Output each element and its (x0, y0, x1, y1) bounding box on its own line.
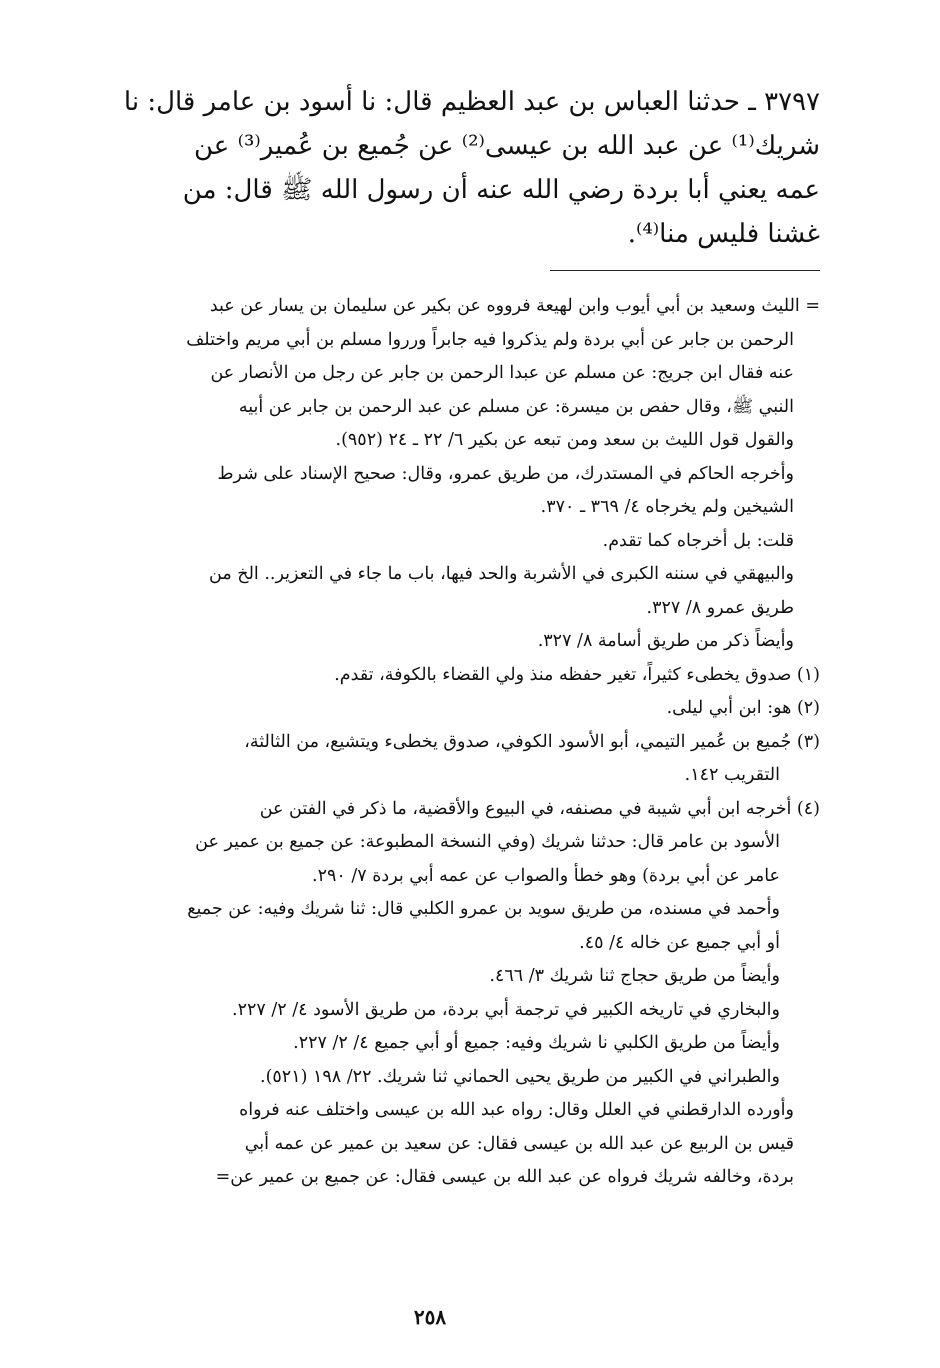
footnote-4-line: قيس بن الربيع عن عبد الله بن عيسى فقال: عن سعيد بن عمير عن عمه أبي (244, 1133, 794, 1154)
footnote-continuation-line: وأخرجه الحاكم في المستدرك، من طريق عمرو، وقال: صحيح الإسناد على شرط (217, 463, 794, 484)
page-number: ٢٥٨ (413, 1305, 447, 1329)
hadith-line-2: شريك⁽¹⁾ عن عبد الله بن عيسى⁽²⁾ عن جُميع بن عُمير⁽³⁾ عن (194, 131, 820, 161)
footnote-continuation-line: طريق عمرو ٨/ ٣٢٧. (646, 597, 794, 618)
footnote-continuation-line: قلت: بل أخرجاه كما تقدم. (602, 530, 794, 551)
footnotes (100, 290, 820, 1195)
document-page (100, 80, 820, 1368)
footnote-continuation-line: والقول قول الليث بن سعد ومن تبعه عن بكير ٦/ ٢٢ ـ ٢٤ (٩٥٢). (335, 430, 794, 450)
footnote-3-line: التقريب ١٤٢. (684, 765, 780, 785)
footnote-continuation-line: والبيهقي في سننه الكبرى في الأشربة والحد فيها، باب ما جاء في التعزير.. الخ من (209, 564, 794, 584)
footnote-4-line: عامر عن أبي بردة) وهو خطأ والصواب عن عمه أبي بردة ٧/ ٢٩٠. (312, 865, 780, 886)
footnote-4-line: بردة، وخالفه شريك فرواه عن عبد الله بن عيسى فقال: عن جميع بن عمير عن= (215, 1167, 794, 1187)
footnote-4: (٤) أخرجه ابن أبي شيبة في مصنفه، في البيوع والأقضية، ما ذكر في الفتن عن (259, 798, 820, 819)
footnote-4-line: والطبراني في الكبير من طريق يحيى الحماني ثنا شريك. ٢٢/ ١٩٨ (٥٢١). (260, 1066, 780, 1087)
footnote-divider (550, 270, 820, 271)
footnote-1: (١) صدوق يخطىء كثيراً، تغير حفظه منذ ولي القضاء بالكوفة، تقدم. (334, 664, 820, 685)
footnote-continuation-line: = الليث وسعيد بن أبي أيوب وابن لهيعة فرووه عن بكير عن سليمان بن يسار عن عبد (209, 296, 820, 316)
footnote-continuation-line: الرحمن بن جابر عن أبي بردة ولم يذكروا فيه جابراً ورروا مسلم بن أبي مريم واختلف (186, 329, 794, 350)
footnote-4-line: الأسود بن عامر قال: حدثنا شريك (وفي النسخة المطبوعة: عن جميع بن عمير عن (195, 832, 780, 852)
footnote-2: (٢) هو: ابن أبي ليلى. (666, 698, 820, 718)
hadith-text (100, 80, 820, 256)
hadith-line-1: ٣٧٩٧ ـ حدثنا العباس بن عبد العظيم قال: نا أسود بن عامر قال: نا (123, 87, 820, 117)
footnote-continuation-line: وأيضاً ذكر من طريق أسامة ٨/ ٣٢٧. (537, 631, 794, 651)
footnote-continuation-line: عنه فقال ابن جريج: عن مسلم عن عبدا الرحمن بن جابر عن رجل من الأنصار عن (210, 363, 794, 383)
footnote-4-line: وأورده الدارقطني في العلل وقال: رواه عبد الله بن عيسى واختلف عنه فرواه (239, 1100, 794, 1120)
footnote-3: (٣) جُميع بن عُمير التيمي، أبو الأسود الكوفي، صدوق يخطىء ويتشيع، من الثالثة، (244, 731, 820, 752)
footnote-4-line: وأحمد في مسنده، من طريق سويد بن عمرو الكلبي قال: ثنا شريك وفيه: عن جميع (187, 899, 780, 919)
footnote-continuation-line: الشيخين ولم يخرجاه ٤/ ٣٦٩ ـ ٣٧٠. (540, 497, 794, 517)
hadith-line-3: عمه يعني أبا بردة رضي الله عنه أن رسول الله ﷺ قال: من (182, 175, 820, 205)
footnote-4-line: أو أبي جميع عن خاله ٤/ ٤٥. (579, 932, 780, 953)
footnote-continuation-line: النبي ﷺ، وقال حفص بن ميسرة: عن مسلم عن عبد الرحمن بن جابر عن أبيه (238, 396, 794, 417)
footnote-4-line: وأيضاً من طريق حجاج ثنا شريك ٣/ ٤٦٦. (489, 966, 780, 986)
footnote-4-line: وأيضاً من طريق الكلبي نا شريك وفيه: جميع أو أبي جميع ٤/ ٢/ ٢٢٧. (293, 1033, 780, 1053)
footnote-4-line: والبخاري في تاريخه الكبير في ترجمة أبي بردة، من طريق الأسود ٤/ ٢/ ٢٢٧. (232, 999, 780, 1020)
hadith-line-4: غشنا فليس منا⁽⁴⁾. (627, 219, 820, 249)
